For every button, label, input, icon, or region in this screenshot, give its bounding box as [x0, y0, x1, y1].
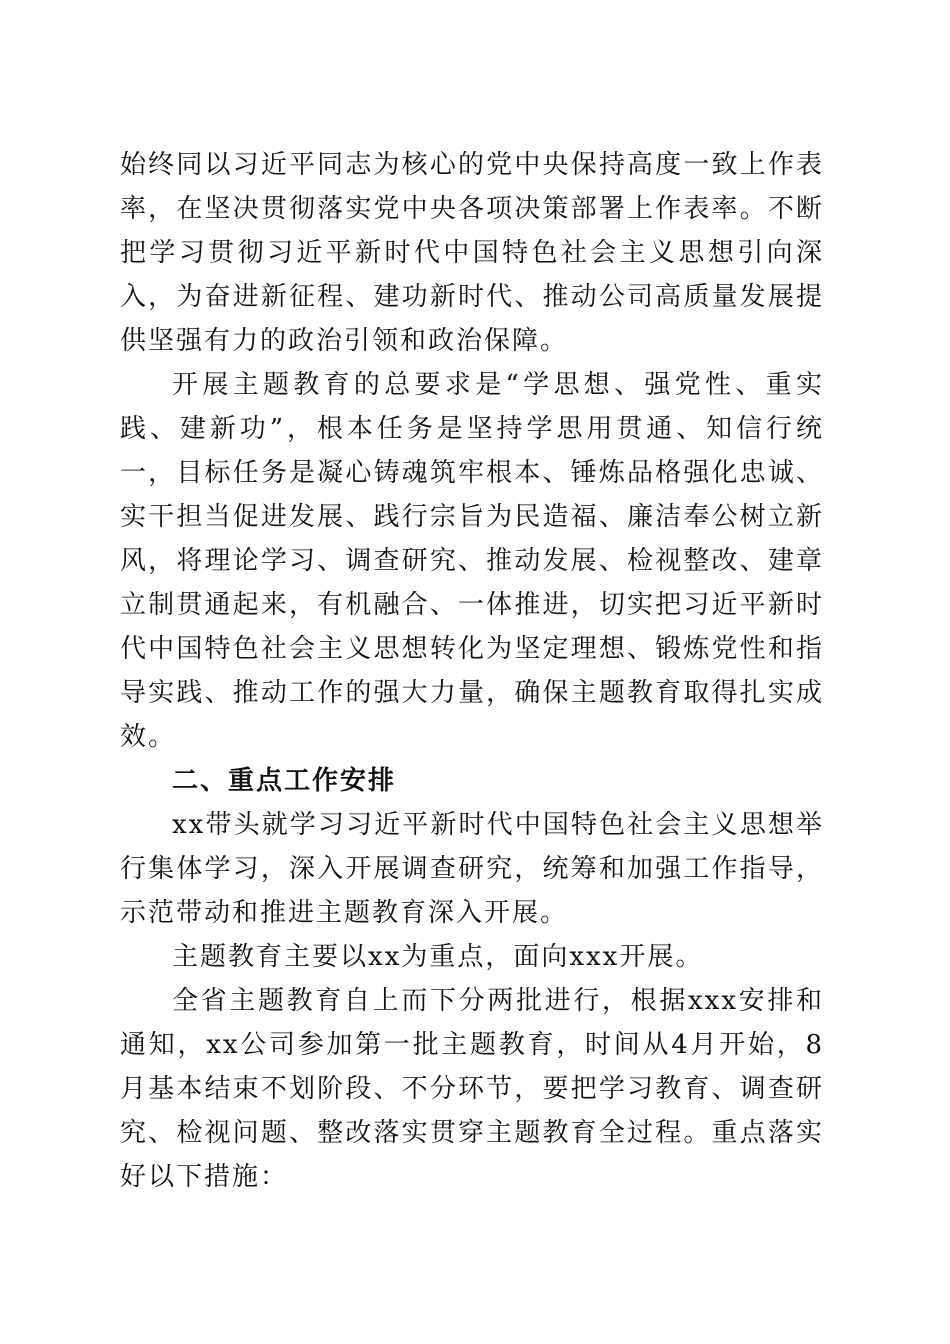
section-heading: 二、重点工作安排 [172, 766, 397, 796]
paragraph-schedule: 全省主题教育自上而下分两批进行，根据xxx安排和通知，xx公司参加第一批主题教育，时间从4月开始，8月基本结束不划阶段、不分环节，要把学习教育、调查研究、检视问题、整改落实贯穿主题教育全过程。重点落实好以下措施： [120, 986, 824, 1192]
paragraph-continuation: 始终同以习近平同志为核心的党中央保持高度一致上作表率，在坚决贯彻落实党中央各项决策部署上作表率。不断把学习贯彻习近平新时代中国特色社会主义思想引向深入，为奋进新征程、建功新时代、推动公司高质量发展提供坚强有力的政治引领和政治保障。 [120, 150, 824, 356]
paragraph-focus: 主题教育主要以xx为重点，面向xxx开展。 [172, 942, 704, 972]
document-body [120, 143, 824, 1199]
paragraph-collective-study: xx带头就学习习近平新时代中国特色社会主义思想举行集体学习，深入开展调查研究，统筹和加强工作指导，示范带动和推进主题教育深入开展。 [120, 810, 824, 928]
paragraph-general-requirements: 开展主题教育的总要求是“学思想、强党性、重实践、建新功”，根本任务是坚持学思用贯通、知信行统一，目标任务是凝心铸魂筑牢根本、锤炼品格强化忠诚、实干担当促进发展、践行宗旨为民造福、廉洁奉公树立新风，将理论学习、调查研究、推动发展、检视整改、建章立制贯通起来，有机融合、一体推进，切实把习近平新时代中国特色社会主义思想转化为坚定理想、锻炼党性和指导实践、推动工作的强大力量，确保主题教育取得扎实成效。 [120, 370, 824, 752]
